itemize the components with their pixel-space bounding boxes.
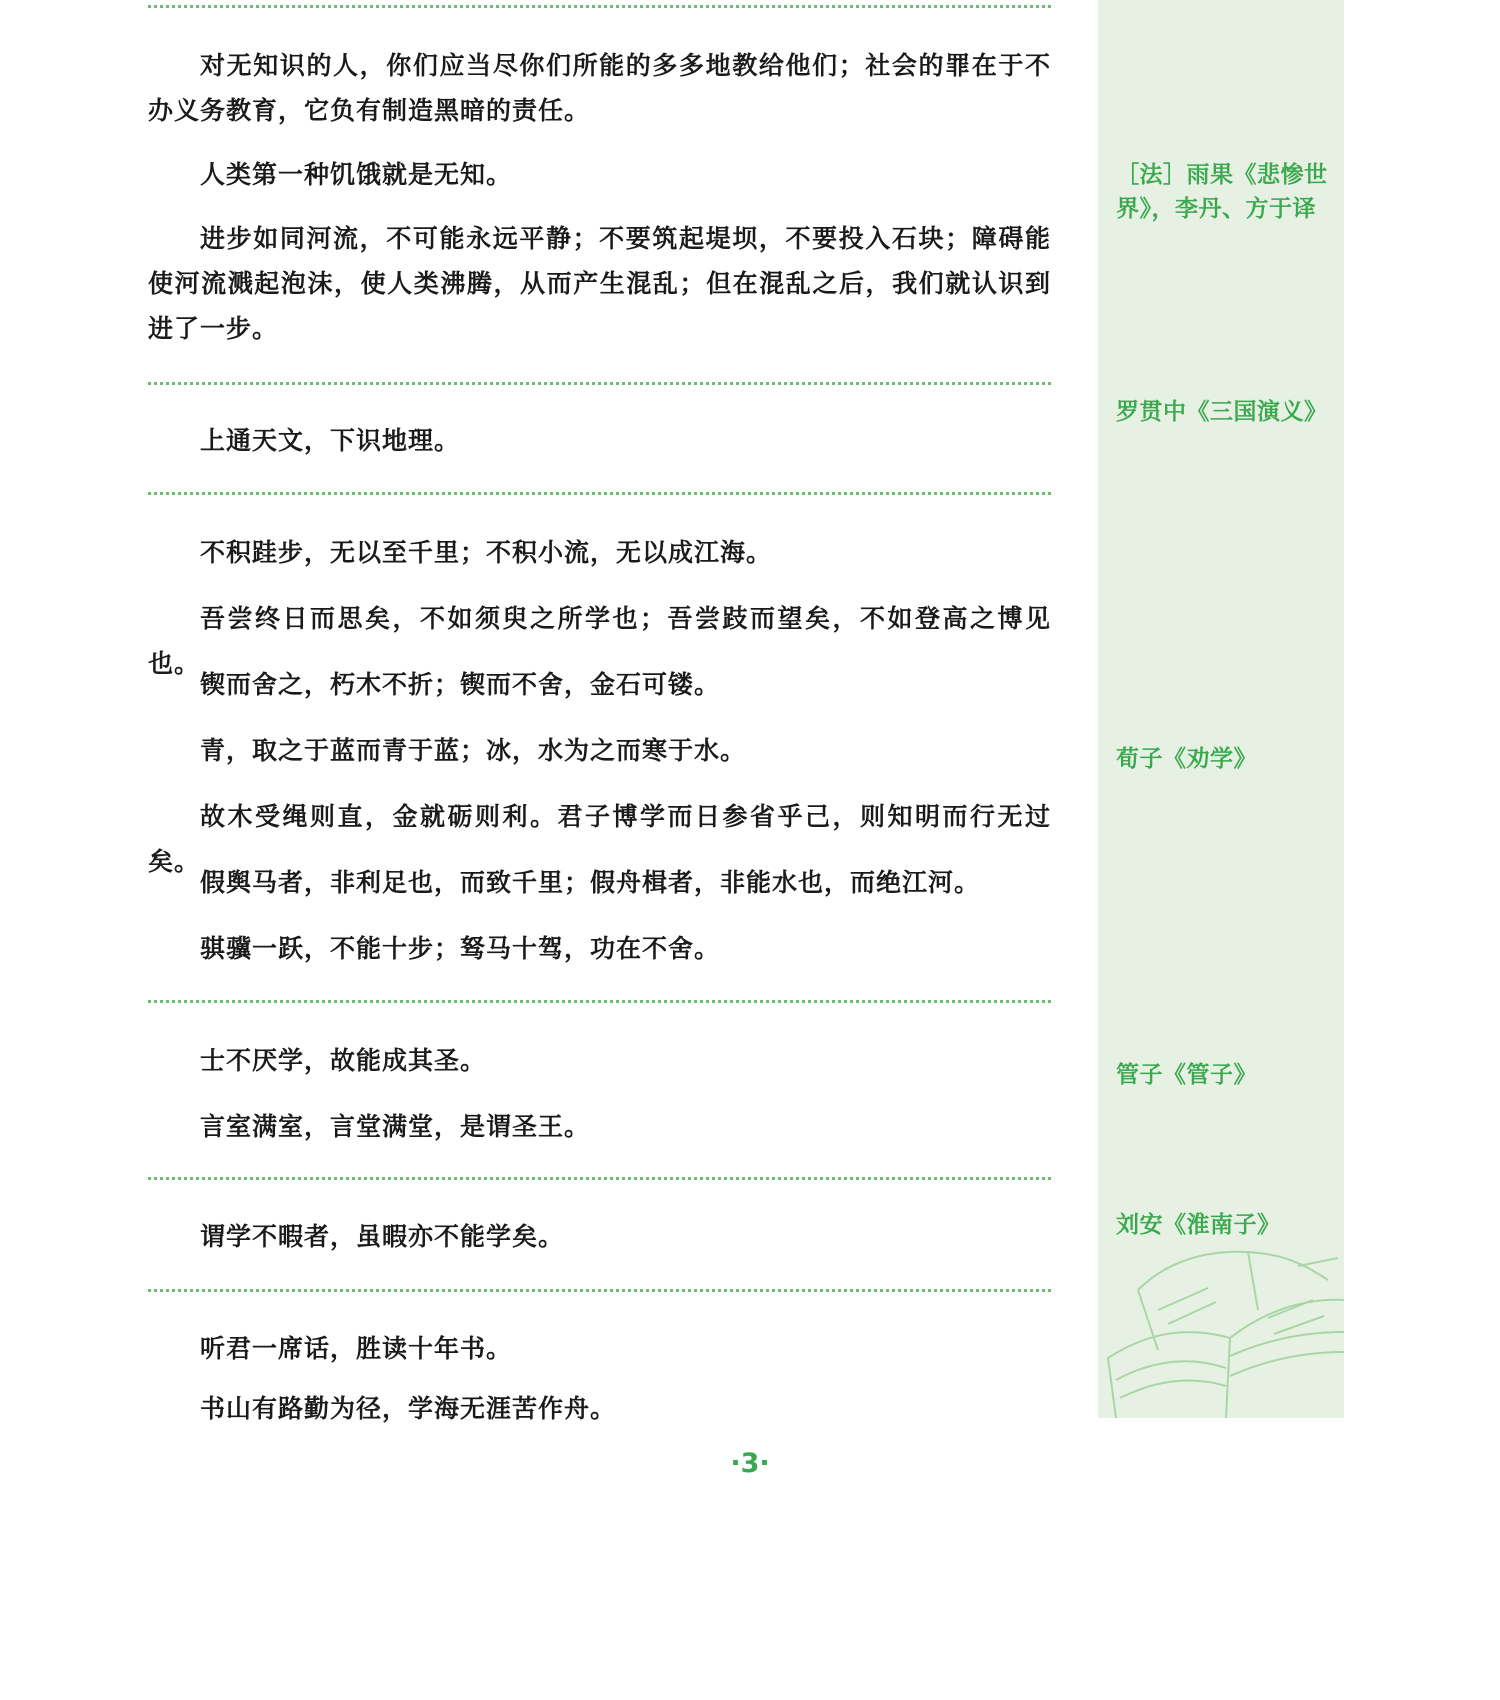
quote-paragraph: 上通天文，下识地理。 bbox=[200, 426, 461, 455]
quote-paragraph: 对无知识的人，你们应当尽你们所能的多多地教给他们；社会的罪在于不办义务教育，它负有制造黑暗的责任。 bbox=[148, 51, 1051, 125]
quote-paragraph: 进步如同河流，不可能永远平静；不要筑起堤坝，不要投入石块；障碍能使河流溅起泡沫，使人类沸腾，从而产生混乱；但在混乱之后，我们就认识到进了一步。 bbox=[148, 224, 1051, 343]
page-number: ·3· bbox=[730, 1448, 770, 1479]
source-guanzi: 管子《管子》 bbox=[1116, 1061, 1257, 1088]
quote-paragraph: 假舆马者，非利足也，而致千里；假舟楫者，非能水也，而绝江河。 bbox=[200, 868, 981, 897]
quote-paragraph: 故木受绳则直，金就砺则利。君子博学而日参省乎己，则知明而行无过矣。 bbox=[148, 802, 1051, 876]
section-divider bbox=[148, 1000, 1051, 1003]
section-divider bbox=[148, 1289, 1051, 1292]
quote-paragraph: 书山有路勤为径，学海无涯苦作舟。 bbox=[200, 1394, 617, 1423]
quote-paragraph: 听君一席话，胜读十年书。 bbox=[200, 1334, 513, 1363]
section-divider bbox=[148, 382, 1051, 385]
open-book-illustration bbox=[1098, 1240, 1344, 1418]
quote-paragraph: 不积跬步，无以至千里；不积小流，无以成江海。 bbox=[200, 538, 773, 567]
quote-paragraph: 谓学不暇者，虽暇亦不能学矣。 bbox=[200, 1222, 565, 1251]
quote-paragraph: 吾尝终日而思矣，不如须臾之所学也；吾尝跂而望矣，不如登高之博见也。 bbox=[148, 604, 1051, 678]
quote-paragraph: 青，取之于蓝而青于蓝；冰，水为之而寒于水。 bbox=[200, 736, 747, 765]
section-divider bbox=[148, 1177, 1051, 1180]
source-xunzi: 荀子《劝学》 bbox=[1116, 745, 1257, 772]
source-huainanzi: 刘安《淮南子》 bbox=[1116, 1211, 1281, 1238]
source-hugo: ［法］雨果《悲惨世界》，李丹、方于译 bbox=[1116, 161, 1328, 222]
quote-paragraph: 士不厌学，故能成其圣。 bbox=[200, 1046, 487, 1075]
section-divider bbox=[148, 492, 1051, 495]
source-sanguo: 罗贯中《三国演义》 bbox=[1116, 398, 1328, 425]
quote-paragraph: 锲而舍之，朽木不折；锲而不舍，金石可镂。 bbox=[200, 670, 721, 699]
quote-paragraph: 骐骥一跃，不能十步；驽马十驾，功在不舍。 bbox=[200, 934, 721, 963]
quote-paragraph: 人类第一种饥饿就是无知。 bbox=[200, 160, 513, 189]
quote-paragraph: 言室满室，言堂满堂，是谓圣王。 bbox=[200, 1112, 591, 1141]
section-divider bbox=[148, 5, 1051, 8]
